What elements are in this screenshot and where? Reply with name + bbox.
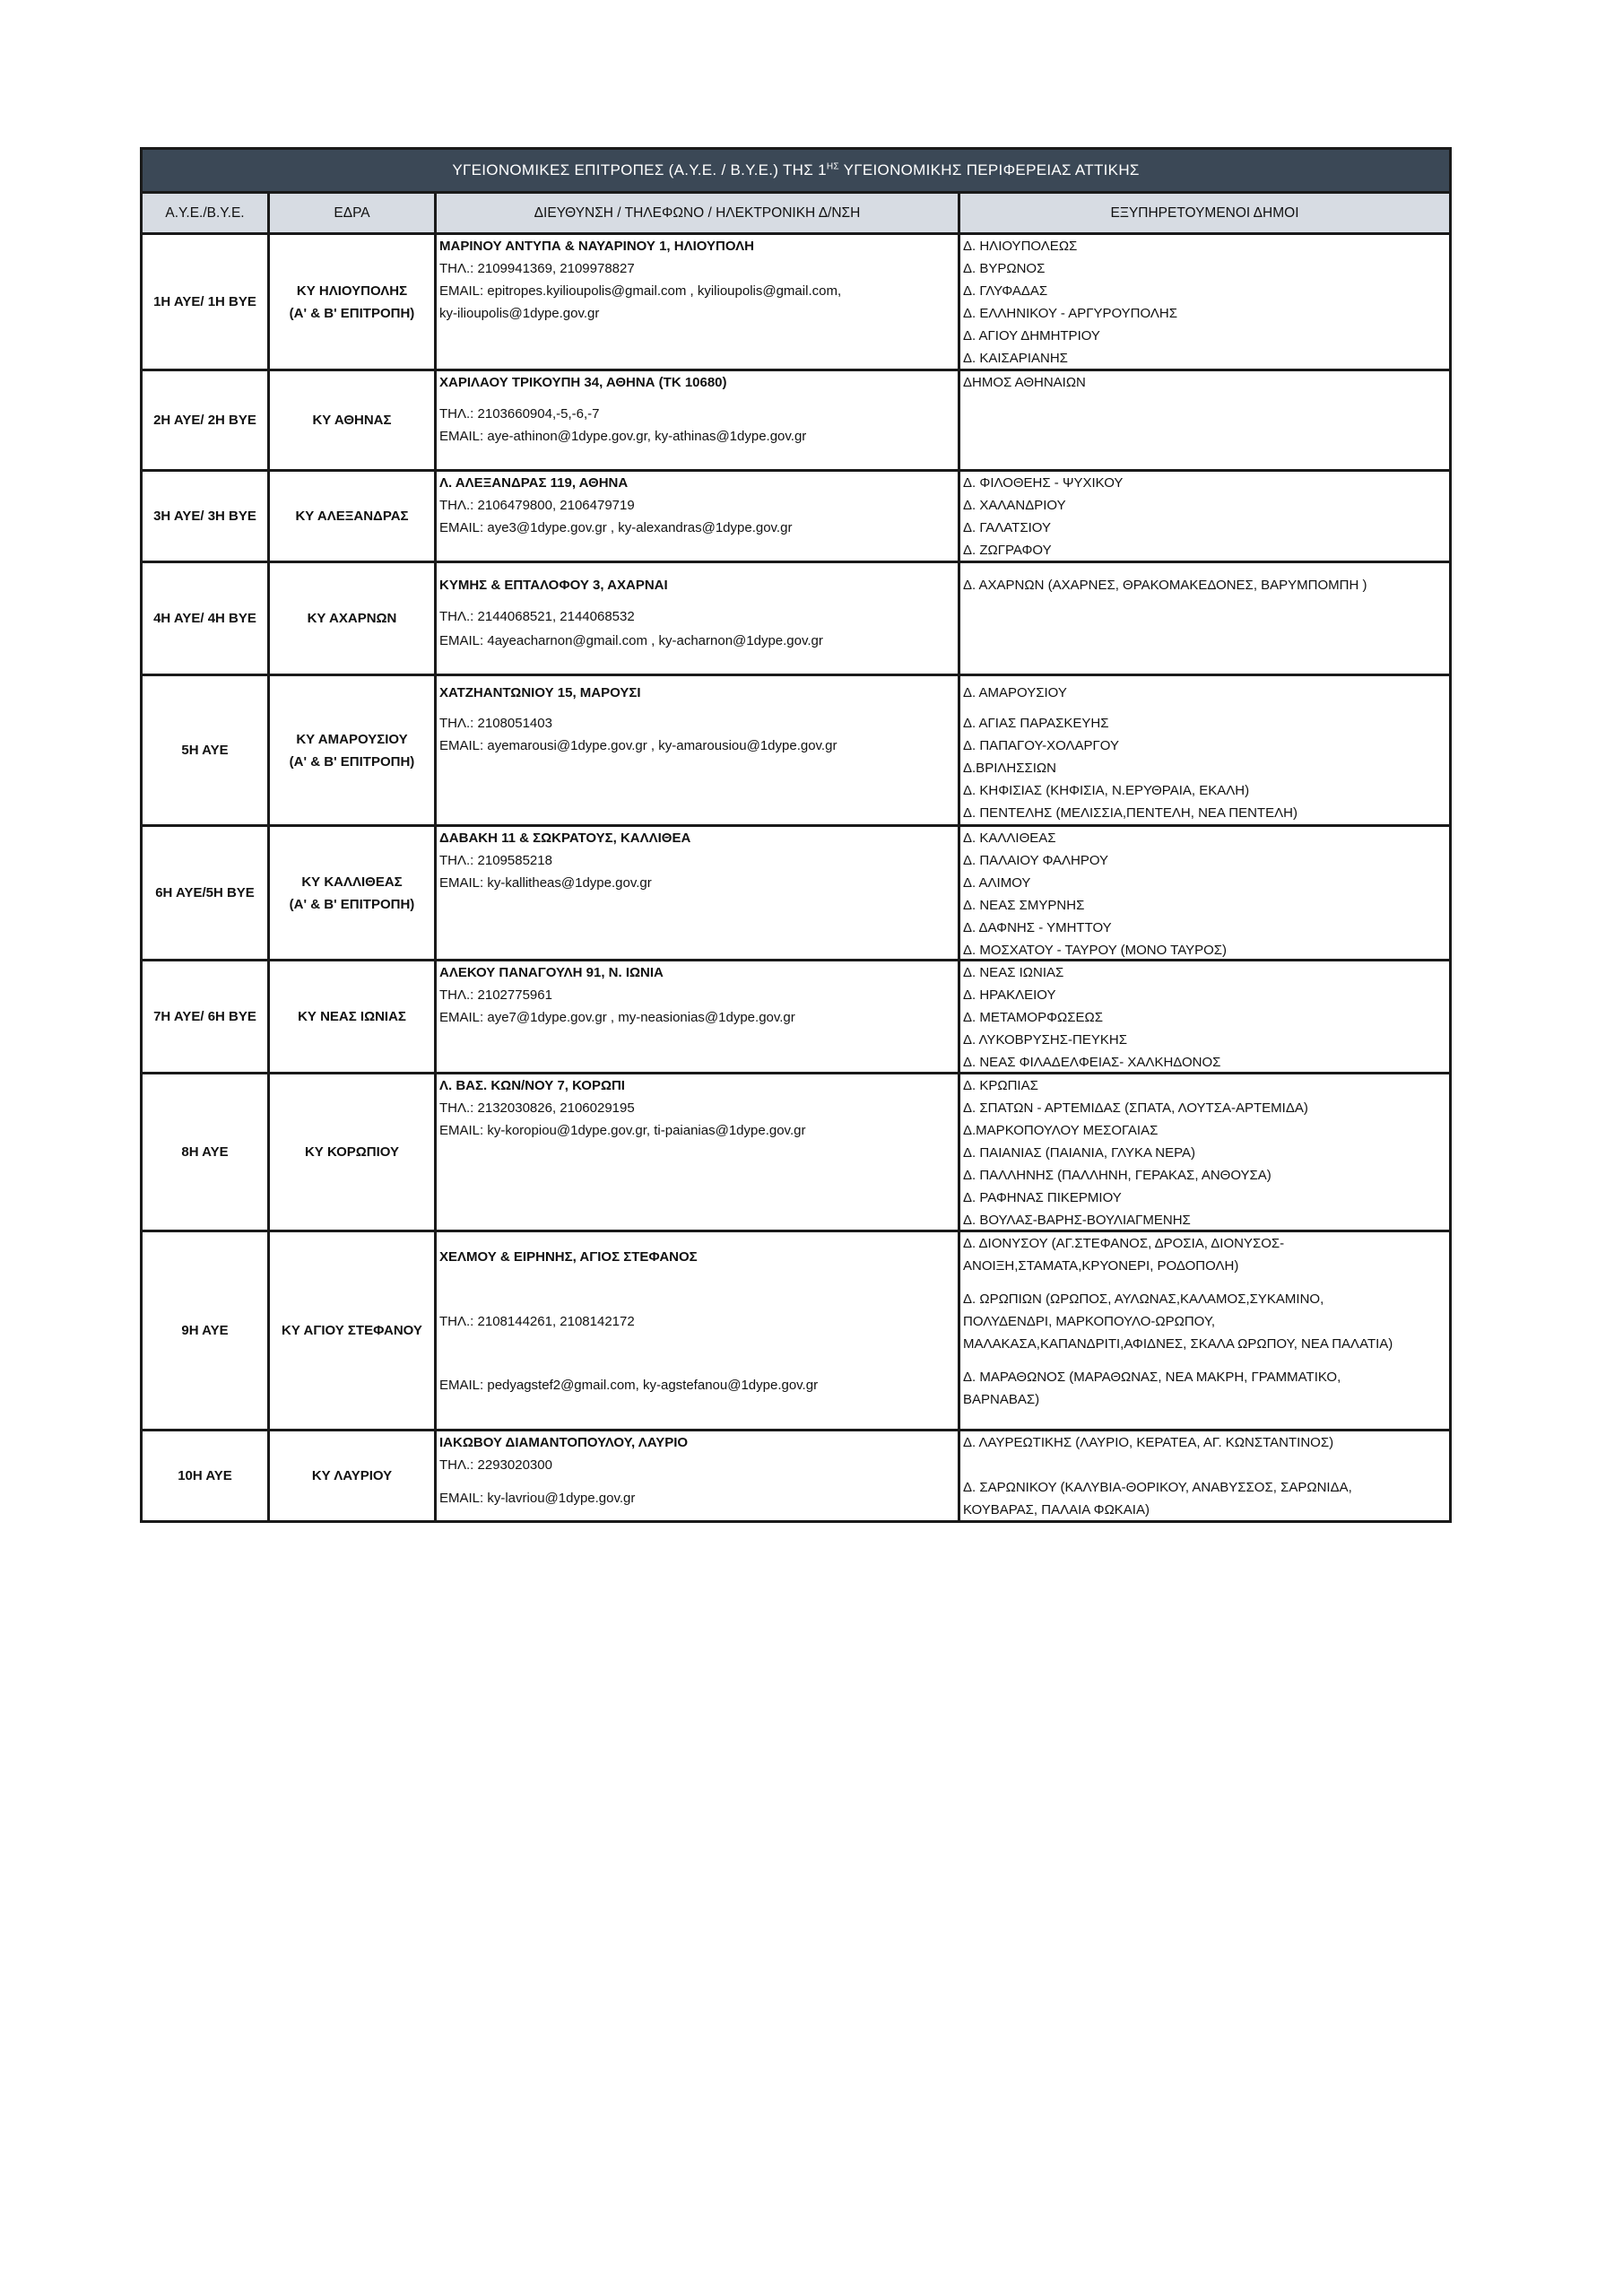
municipality-item: Δ. ΠΑΠΑΓΟΥ-ΧΟΛΑΡΓΟΥ	[963, 738, 1119, 753]
municipality-item: Δ. ΣΑΡΩΝΙΚΟΥ (ΚΑΛΥΒΙΑ-ΘΟΡΙΚΟΥ, ΑΝΑΒΥΣΣΟΣ, ΣΑΡΩΝΙΔΑ,	[963, 1480, 1352, 1495]
committee-seat	[269, 370, 436, 471]
table-row	[142, 1074, 1451, 1231]
table-row	[142, 1431, 1451, 1522]
email-line: EMAIL: ayemarousi@1dype.gov.gr , ky-amarousiou@1dype.gov.gr	[439, 738, 838, 753]
address-contact-cell	[436, 234, 959, 370]
phone-line: ΤΗΛ.: 2108051403	[439, 716, 552, 731]
committee-code: 5Η ΑΥΕ	[142, 675, 269, 826]
committee-seat	[269, 826, 436, 961]
seat-line: ΚΥ ΑΓΙΟΥ ΣΤΕΦΑΝΟΥ	[282, 1323, 422, 1338]
municipality-item: Δ. ΝΕΑΣ ΙΩΝΙΑΣ	[963, 965, 1064, 980]
table-row	[142, 370, 1451, 471]
phone-line: ΤΗΛ.: 2144068521, 2144068532	[439, 609, 635, 624]
email-line: EMAIL: aye3@1dype.gov.gr , ky-alexandras@1dype.gov.gr	[439, 520, 793, 535]
municipality-item: Δ. ΛΑΥΡΕΩΤΙΚΗΣ (ΛΑΥΡΙΟ, ΚΕΡΑΤΕΑ, ΑΓ. ΚΩΝΣΤΑΝΤΙΝΟΣ)	[963, 1435, 1334, 1450]
contact-line: ky-ilioupolis@1dype.gov.gr	[439, 306, 600, 321]
address-line: ΚΥΜΗΣ & ΕΠΤΑΛΟΦΟΥ 3, ΑΧΑΡΝΑΙ	[439, 578, 668, 593]
municipality-item: Δ. ΠΑΛΑΙΟΥ ΦΑΛΗΡΟΥ	[963, 853, 1109, 868]
committee-seat	[269, 1431, 436, 1522]
address-line: Λ. ΑΛΕΞΑΝΔΡΑΣ 119, ΑΘΗΝΑ	[439, 475, 629, 491]
municipalities-cell	[959, 1074, 1451, 1231]
municipality-item: Δ. ΝΕΑΣ ΦΙΛΑΔΕΛΦΕΙΑΣ- ΧΑΛΚΗΔΟΝΟΣ	[963, 1055, 1221, 1070]
municipality-item: Δ. ΒΟΥΛΑΣ-ΒΑΡΗΣ-ΒΟΥΛΙΑΓΜΕΝΗΣ	[963, 1213, 1191, 1228]
committee-seat	[269, 562, 436, 675]
municipality-item: Δ. ΚΑΛΛΙΘΕΑΣ	[963, 831, 1056, 846]
health-committees-table	[140, 147, 1452, 1523]
committee-code: 2Η ΑΥΕ/ 2Η ΒΥΕ	[142, 370, 269, 471]
seat-line: ΚΥ ΑΜΑΡΟΥΣΙΟΥ	[296, 731, 408, 747]
municipality-item: Δ. ΝΕΑΣ ΣΜΥΡΝΗΣ	[963, 898, 1085, 913]
email-line: EMAIL: ky-lavriou@1dype.gov.gr	[439, 1491, 636, 1506]
municipality-item: Δ. ΑΛΙΜΟΥ	[963, 875, 1031, 891]
email-line: EMAIL: epitropes.kyilioupolis@gmail.com , kyilioupolis@gmail.com,	[439, 283, 842, 299]
municipality-item: Δ. ΓΑΛΑΤΣΙΟΥ	[963, 520, 1051, 535]
seat-line: ΚΥ ΑΘΗΝΑΣ	[312, 413, 392, 428]
table-row	[142, 961, 1451, 1074]
header-municipalities: ΕΞΥΠΗΡΕΤΟΥΜΕΝΟΙ ΔΗΜΟΙ	[959, 193, 1451, 234]
table-row	[142, 234, 1451, 370]
header-row	[142, 193, 1451, 234]
address-line: ΑΛΕΚΟΥ ΠΑΝΑΓΟΥΛΗ 91, Ν. ΙΩΝΙΑ	[439, 965, 664, 980]
committee-code: 4Η ΑΥΕ/ 4Η ΒΥΕ	[142, 562, 269, 675]
address-contact-cell	[436, 675, 959, 826]
municipality-item: Δ. ΑΓΙΑΣ ΠΑΡΑΣΚΕΥΗΣ	[963, 716, 1109, 731]
table-row	[142, 826, 1451, 961]
municipality-item: Δ.ΒΡΙΛΗΣΣΙΩΝ	[963, 761, 1056, 776]
municipality-item: Δ.ΜΑΡΚΟΠΟΥΛΟΥ ΜΕΣΟΓΑΙΑΣ	[963, 1123, 1159, 1138]
committee-code: 7Η ΑΥΕ/ 6Η ΒΥΕ	[142, 961, 269, 1074]
municipality-item: Δ. ΔΑΦΝΗΣ - ΥΜΗΤΤΟΥ	[963, 920, 1112, 935]
header-committee: Α.Υ.Ε./Β.Υ.Ε.	[142, 193, 269, 234]
committee-code: 1Η ΑΥΕ/ 1Η ΒΥΕ	[142, 234, 269, 370]
email-line: EMAIL: 4ayeacharnon@gmail.com , ky-acharnon@1dype.gov.gr	[439, 633, 823, 648]
committee-seat	[269, 471, 436, 562]
phone-line: ΤΗΛ.: 2293020300	[439, 1457, 552, 1473]
municipality-item: Δ. ΔΙΟΝΥΣΟΥ (ΑΓ.ΣΤΕΦΑΝΟΣ, ΔΡΟΣΙΑ, ΔΙΟΝΥΣΟΣ-	[963, 1236, 1285, 1251]
municipalities-cell	[959, 961, 1451, 1074]
email-line: EMAIL: ky-kallitheas@1dype.gov.gr	[439, 875, 652, 891]
municipality-item: Δ. ΠΑΛΛΗΝΗΣ (ΠΑΛΛΗΝΗ, ΓΕΡΑΚΑΣ, ΑΝΘΟΥΣΑ)	[963, 1168, 1271, 1183]
seat-line: ΚΥ ΑΛΕΞΑΝΔΡΑΣ	[295, 509, 409, 524]
table-row	[142, 675, 1451, 826]
address-contact-cell	[436, 471, 959, 562]
address-line: ΙΑΚΩΒΟΥ ΔΙΑΜΑΝΤΟΠΟΥΛΟΥ, ΛΑΥΡΙΟ	[439, 1435, 689, 1450]
table-row	[142, 562, 1451, 675]
municipality-item: Δ. ΚΑΙΣΑΡΙΑΝΗΣ	[963, 351, 1068, 366]
address-contact-cell	[436, 1231, 959, 1431]
municipality-item: Δ. ΩΡΩΠΙΩΝ (ΩΡΩΠΟΣ, ΑΥΛΩΝΑΣ,ΚΑΛΑΜΟΣ,ΣΥΚΑΜΙΝΟ,	[963, 1292, 1324, 1307]
committee-seat	[269, 675, 436, 826]
municipalities-cell	[959, 1231, 1451, 1431]
municipality-item: Δ. ΗΛΙΟΥΠΟΛΕΩΣ	[963, 239, 1078, 254]
municipality-item: Δ. ΚΗΦΙΣΙΑΣ (ΚΗΦΙΣΙΑ, Ν.ΕΡΥΘΡΑΙΑ, ΕΚΑΛΗ)	[963, 783, 1250, 798]
committee-seat	[269, 234, 436, 370]
municipality-item: ΜΑΛΑΚΑΣΑ,ΚΑΠΑΝΔΡΙΤΙ,ΑΦΙΔΝΕΣ, ΣΚΑΛΑ ΩΡΩΠΟΥ, ΝΕΑ ΠΑΛΑΤΙΑ)	[963, 1336, 1393, 1352]
municipality-item: Δ. ΠΕΝΤΕΛΗΣ (ΜΕΛΙΣΣΙΑ,ΠΕΝΤΕΛΗ, ΝΕΑ ΠΕΝΤΕΛΗ)	[963, 805, 1298, 821]
municipalities-cell	[959, 234, 1451, 370]
seat-line: (Α' & Β' ΕΠΙΤΡΟΠΗ)	[289, 896, 415, 912]
phone-line: ΤΗΛ.: 2102775961	[439, 987, 552, 1003]
municipalities-cell	[959, 675, 1451, 826]
municipality-item: Δ. ΧΑΛΑΝΔΡΙΟΥ	[963, 498, 1066, 513]
municipality-item: Δ. ΒΥΡΩΝΟΣ	[963, 261, 1046, 276]
committee-seat	[269, 1074, 436, 1231]
municipality-item: Δ. ΜΑΡΑΘΩΝΟΣ (ΜΑΡΑΘΩΝΑΣ, ΝΕΑ ΜΑΚΡΗ, ΓΡΑΜΜΑΤΙΚΟ,	[963, 1370, 1341, 1385]
phone-line: ΤΗΛ.: 2109941369, 2109978827	[439, 261, 635, 276]
address-line: ΜΑΡΙΝΟΥ ΑΝΤΥΠΑ & ΝΑΥΑΡΙΝΟΥ 1, ΗΛΙΟΥΠΟΛΗ	[439, 239, 754, 254]
municipality-item: Δ. ΑΓΙΟΥ ΔΗΜΗΤΡΙΟΥ	[963, 328, 1100, 344]
municipality-item: ΚΟΥΒΑΡΑΣ, ΠΑΛΑΙΑ ΦΩΚΑΙΑ)	[963, 1502, 1150, 1518]
address-line: Λ. ΒΑΣ. ΚΩΝ/ΝΟΥ 7, ΚΟΡΩΠΙ	[439, 1078, 625, 1093]
municipality-item: Δ. ΕΛΛΗΝΙΚΟΥ - ΑΡΓΥΡΟΥΠΟΛΗΣ	[963, 306, 1178, 321]
committee-code: 6Η ΑΥΕ/5Η ΒΥΕ	[142, 826, 269, 961]
municipality-item: Δ. ΓΛΥΦΑΔΑΣ	[963, 283, 1048, 299]
address-line: ΔΑΒΑΚΗ 11 & ΣΩΚΡΑΤΟΥΣ, ΚΑΛΛΙΘΕΑ	[439, 831, 691, 846]
municipality-item: Δ. ΑΜΑΡΟΥΣΙΟΥ	[963, 685, 1067, 700]
committee-seat	[269, 961, 436, 1074]
phone-line: ΤΗΛ.: 2106479800, 2106479719	[439, 498, 635, 513]
seat-line: ΚΥ ΚΟΡΩΠΙΟΥ	[304, 1144, 400, 1160]
municipality-item: Δ. ΛΥΚΟΒΡΥΣΗΣ-ΠΕΥΚΗΣ	[963, 1032, 1127, 1048]
phone-line: ΤΗΛ.: 2108144261, 2108142172	[439, 1314, 635, 1329]
municipality-item: Δ. ΜΟΣΧΑΤΟΥ - ΤΑΥΡΟΥ (ΜΟΝΟ ΤΑΥΡΟΣ)	[963, 943, 1228, 958]
committee-code: 9Η ΑΥΕ	[142, 1231, 269, 1431]
municipalities-cell	[959, 471, 1451, 562]
address-contact-cell	[436, 1074, 959, 1231]
phone-line: ΤΗΛ.: 2132030826, 2106029195	[439, 1100, 635, 1116]
phone-line: ΤΗΛ.: 2103660904,-5,-6,-7	[439, 406, 600, 422]
municipalities-cell	[959, 562, 1451, 675]
address-contact-cell	[436, 370, 959, 471]
committee-code: 3Η ΑΥΕ/ 3Η ΒΥΕ	[142, 471, 269, 562]
seat-line: (Α' & Β' ΕΠΙΤΡΟΠΗ)	[289, 305, 415, 321]
municipalities-cell	[959, 826, 1451, 961]
seat-line: ΚΥ ΛΑΥΡΙΟΥ	[311, 1468, 393, 1483]
municipality-item: Δ. ΗΡΑΚΛΕΙΟΥ	[963, 987, 1056, 1003]
seat-line: (Α' & Β' ΕΠΙΤΡΟΠΗ)	[289, 753, 415, 770]
municipality-item: Δ. ΜΕΤΑΜΟΡΦΩΣΕΩΣ	[963, 1010, 1104, 1025]
municipality-item: Δ. ΡΑΦΗΝΑΣ ΠΙΚΕΡΜΙΟΥ	[963, 1190, 1122, 1205]
address-line: ΧΑΤΖΗΑΝΤΩΝΙΟΥ 15, ΜΑΡΟΥΣΙ	[439, 685, 641, 700]
seat-line: ΚΥ ΚΑΛΛΙΘΕΑΣ	[301, 874, 403, 890]
municipality-item: ΑΝΟΙΞΗ,ΣΤΑΜΑΤΑ,ΚΡΥΟΝΕΡΙ, ΡΟΔΟΠΟΛΗ)	[963, 1258, 1239, 1274]
committee-code: 10Η ΑΥΕ	[142, 1431, 269, 1522]
address-contact-cell	[436, 961, 959, 1074]
phone-line: ΤΗΛ.: 2109585218	[439, 853, 552, 868]
address-contact-cell	[436, 826, 959, 961]
municipality-item: ΒΑΡΝΑΒΑΣ)	[963, 1392, 1040, 1407]
municipality-item: Δ. ΚΡΩΠΙΑΣ	[963, 1078, 1038, 1093]
municipality-item: Δ. ΦΙΛΟΘΕΗΣ - ΨΥΧΙΚΟΥ	[963, 475, 1124, 491]
municipalities-cell	[959, 1431, 1451, 1522]
seat-line: ΚΥ ΑΧΑΡΝΩΝ	[307, 611, 397, 626]
seat-line: ΚΥ ΗΛΙΟΥΠΟΛΗΣ	[296, 283, 408, 299]
table-row	[142, 1231, 1451, 1431]
municipality-item: Δ. ΠΑΙΑΝΙΑΣ (ΠΑΙΑΝΙΑ, ΓΛΥΚΑ ΝΕΡΑ)	[963, 1145, 1196, 1161]
committee-code: 8Η ΑΥΕ	[142, 1074, 269, 1231]
municipality-item: Δ. ΣΠΑΤΩΝ - ΑΡΤΕΜΙΔΑΣ (ΣΠΑΤΑ, ΛΟΥΤΣΑ-ΑΡΤΕΜΙΔΑ)	[963, 1100, 1308, 1116]
seat-line: ΚΥ ΝΕΑΣ ΙΩΝΙΑΣ	[298, 1009, 406, 1024]
header-address-contact: ΔΙΕΥΘΥΝΣΗ / ΤΗΛΕΦΩΝΟ / ΗΛΕΚΤΡΟΝΙΚΗ Δ/ΝΣΗ	[436, 193, 959, 234]
email-line: EMAIL: ky-koropiou@1dype.gov.gr, ti-paianias@1dype.gov.gr	[439, 1123, 806, 1138]
table-title: ΥΓΕΙΟΝΟΜΙΚΕΣ ΕΠΙΤΡΟΠΕΣ (Α.Υ.Ε. / Β.Υ.Ε.) ΤΗΣ $1^{H\Sigma}$ ΥΓΕΙΟΝΟΜΙΚΗΣ ΠΕΡΙΦΕΡΕΙΑΣ ΑΤΤΙΚΗΣ	[142, 149, 1451, 193]
committee-seat	[269, 1231, 436, 1431]
municipality-item: ΔΗΜΟΣ ΑΘΗΝΑΙΩΝ	[963, 375, 1086, 390]
address-contact-cell	[436, 1431, 959, 1522]
email-line: EMAIL: pedyagstef2@gmail.com, ky-agstefanou@1dype.gov.gr	[439, 1378, 819, 1393]
municipality-item: Δ. ΑΧΑΡΝΩΝ (ΑΧΑΡΝΕΣ, ΘΡΑΚΟΜΑΚΕΔΟΝΕΣ, ΒΑΡΥΜΠΟΜΠΗ )	[963, 578, 1367, 593]
municipality-item: ΠΟΛΥΔΕΝΔΡΙ, ΜΑΡΚΟΠΟΥΛΟ-ΩΡΩΠΟΥ,	[963, 1314, 1216, 1329]
email-line: EMAIL: aye7@1dype.gov.gr , my-neasionias@1dype.gov.gr	[439, 1010, 795, 1025]
municipalities-cell	[959, 370, 1451, 471]
address-contact-cell	[436, 562, 959, 675]
header-seat: ΕΔΡΑ	[269, 193, 436, 234]
table-row	[142, 471, 1451, 562]
address-line: ΧΕΛΜΟΥ & ΕΙΡΗΝΗΣ, ΑΓΙΟΣ ΣΤΕΦΑΝΟΣ	[439, 1249, 698, 1265]
municipality-item: Δ. ΖΩΓΡΑΦΟΥ	[963, 543, 1052, 558]
address-line: ΧΑΡΙΛΑΟΥ ΤΡΙΚΟΥΠΗ 34, ΑΘΗΝΑ (ΤΚ 10680)	[439, 375, 727, 390]
email-line: EMAIL: aye-athinon@1dype.gov.gr, ky-athinas@1dype.gov.gr	[439, 429, 807, 444]
